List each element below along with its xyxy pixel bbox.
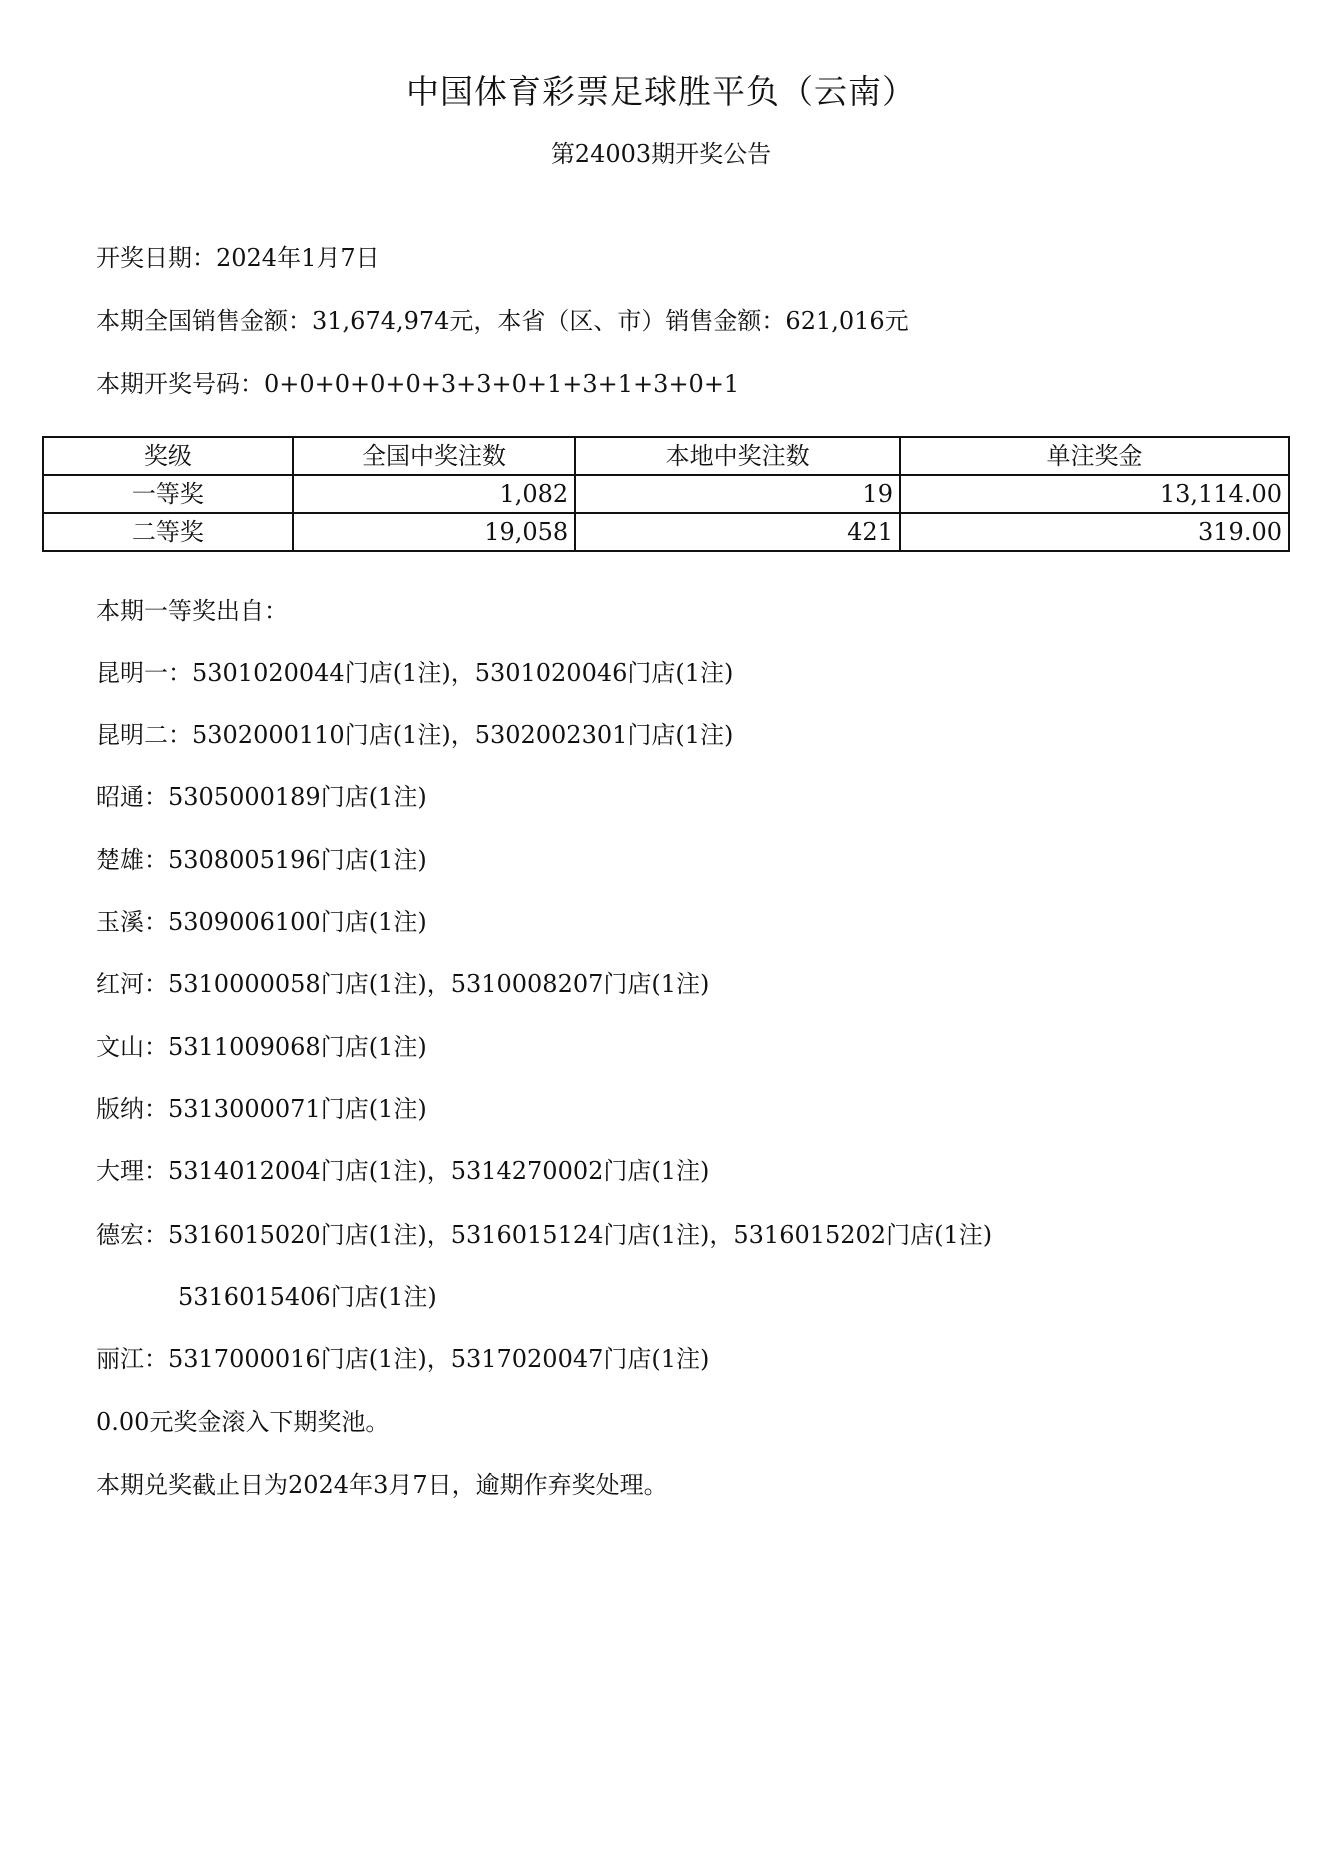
- sales-local-label: 本省（区、市）销售金额：: [497, 307, 786, 335]
- page-title: 中国体育彩票足球胜平负（云南）: [406, 72, 916, 111]
- header-prize-level: 奖级: [43, 437, 293, 475]
- sales-national-label: 本期全国销售金额：: [96, 307, 312, 335]
- winner-line-continued: 5316015406门店(1注): [178, 1283, 437, 1311]
- prize-amount-cell: 13,114.00: [900, 475, 1289, 513]
- winner-line: 昭通：5305000189门店(1注): [96, 783, 427, 811]
- draw-date-line: [96, 240, 380, 276]
- prize-table-header-row: [43, 437, 1289, 475]
- prize-level-cell: 一等奖: [43, 475, 293, 513]
- issue-subtitle: 第24003期开奖公告: [550, 140, 772, 168]
- rollover-note: 0.00元奖金滚入下期奖池。: [96, 1408, 390, 1436]
- winner-line: 楚雄：5308005196门店(1注): [96, 846, 427, 874]
- header-national-count: 全国中奖注数: [293, 437, 575, 475]
- sales-line: [96, 303, 909, 339]
- draw-date-label: 开奖日期：: [96, 244, 216, 272]
- winning-numbers-value: 0+0+0+0+0+3+3+0+1+3+1+3+0+1: [264, 370, 740, 398]
- winner-line: 昆明一：5301020044门店(1注)，5301020046门店(1注): [96, 659, 734, 687]
- prize-level-cell: 二等奖: [43, 513, 293, 551]
- winners-heading: 本期一等奖出自：: [96, 597, 288, 625]
- sales-separator: ，: [473, 307, 498, 335]
- winning-numbers-label: 本期开奖号码：: [96, 370, 264, 398]
- local-count-cell: 421: [575, 513, 900, 551]
- winner-line: 昆明二：5302000110门店(1注)，5302002301门店(1注): [96, 721, 734, 749]
- sales-national-value: 31,674,974元: [312, 307, 474, 335]
- prize-amount-cell: 319.00: [900, 513, 1289, 551]
- winner-line: 德宏：5316015020门店(1注)，5316015124门店(1注)，5316015202门店(1注): [96, 1221, 993, 1249]
- winner-line: 玉溪：5309006100门店(1注): [96, 908, 427, 936]
- draw-date-value: 2024年1月7日: [216, 244, 380, 272]
- header-prize-amount: 单注奖金: [900, 437, 1289, 475]
- winner-line: 红河：5310000058门店(1注)，5310008207门店(1注): [96, 970, 710, 998]
- table-row: [43, 475, 1289, 513]
- sales-local-value: 621,016元: [785, 307, 909, 335]
- winner-line: 版纳：5313000071门店(1注): [96, 1095, 427, 1123]
- national-count-cell: 19,058: [293, 513, 575, 551]
- winner-line: 文山：5311009068门店(1注): [96, 1033, 427, 1061]
- winning-numbers-line: [96, 366, 739, 402]
- deadline-note: 本期兑奖截止日为2024年3月7日，逾期作弃奖处理。: [96, 1471, 668, 1499]
- winner-line: 丽江：5317000016门店(1注)，5317020047门店(1注): [96, 1345, 710, 1373]
- national-count-cell: 1,082: [293, 475, 575, 513]
- table-row: [43, 513, 1289, 551]
- header-local-count: 本地中奖注数: [575, 437, 900, 475]
- prize-table: [42, 436, 1290, 552]
- winner-line: 大理：5314012004门店(1注)，5314270002门店(1注): [96, 1157, 710, 1185]
- local-count-cell: 19: [575, 475, 900, 513]
